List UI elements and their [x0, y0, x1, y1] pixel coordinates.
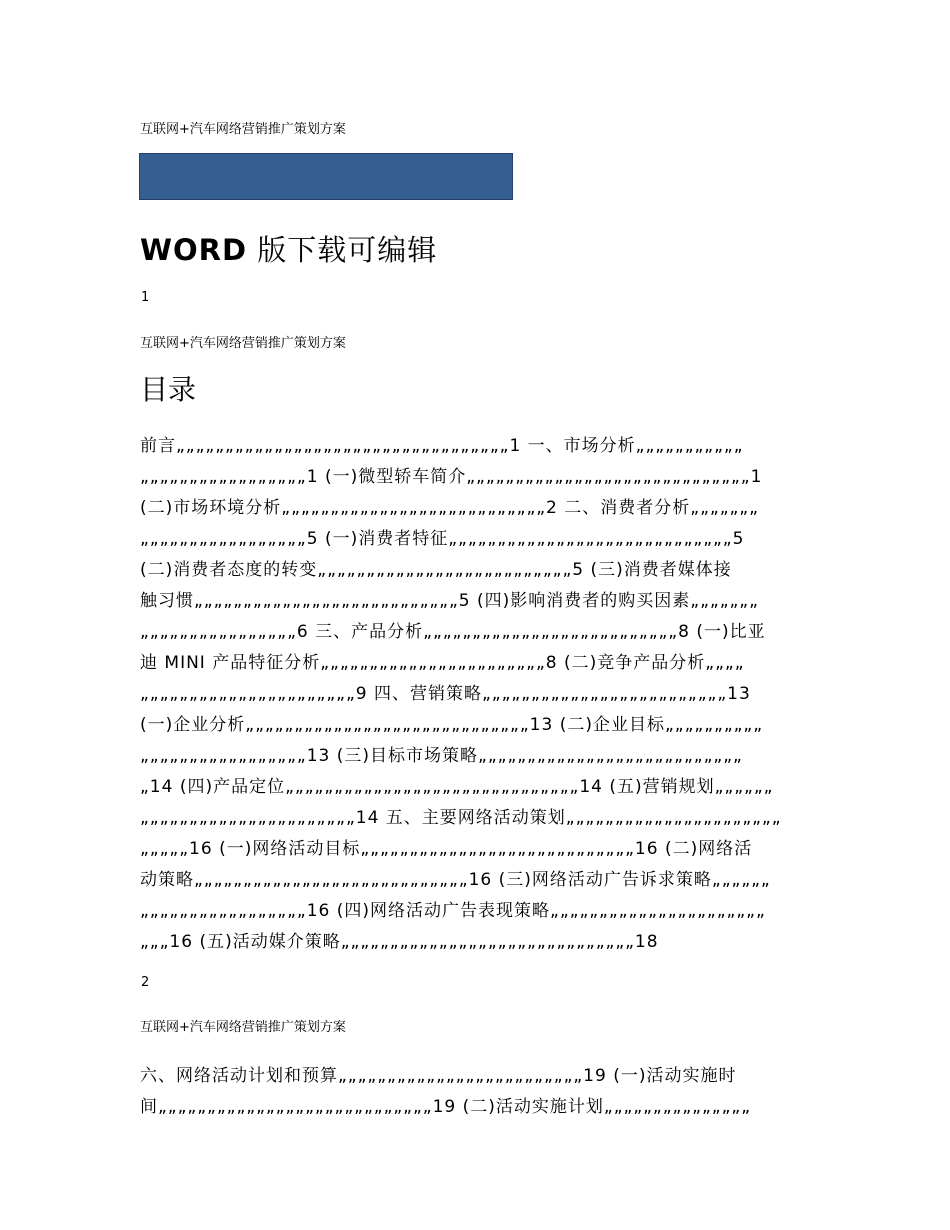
toc-line: „„„„„„„„„„„„„„„„„16 (四)网络活动广告表现策略„„„„„„„„„„„„„„„„„„„„„„	[140, 901, 766, 921]
toc-line: 六、网络活动计划和预算„„„„„„„„„„„„„„„„„„„„„„„„„19 (一)活动实施时	[140, 1066, 737, 1086]
toc-line: 迪 MINI 产品特征分析„„„„„„„„„„„„„„„„„„„„„„„8 (二)竞争产品分析„„„„	[140, 653, 745, 673]
toc-line: (二)市场环境分析„„„„„„„„„„„„„„„„„„„„„„„„„„„2 二、消费者分析„„„„„„„	[140, 498, 759, 518]
toc-line: „„„„„„„„„„„„„„„„„1 (一)微型轿车简介„„„„„„„„„„„„„„„„„„„„„„„„„„„„„1	[140, 467, 763, 487]
toc-line: (二)消费者态度的转变„„„„„„„„„„„„„„„„„„„„„„„„„„5 (三)消费者媒体接	[140, 560, 732, 580]
toc-line: „14 (四)产品定位„„„„„„„„„„„„„„„„„„„„„„„„„„„„„„14 (五)营销规划„„„„„„	[140, 777, 774, 797]
toc-line: 触习惯„„„„„„„„„„„„„„„„„„„„„„„„„„„5 (四)影响消费者的购买因素„„„„„„„	[140, 591, 759, 611]
document-title-bold: WORD	[140, 233, 248, 267]
toc-line: „„„„„„„„„„„„„„„„„5 (一)消费者特征„„„„„„„„„„„„„„„„„„„„„„„„„„„„„5	[140, 529, 745, 549]
title-banner	[139, 153, 513, 200]
toc-line: (一)企业分析„„„„„„„„„„„„„„„„„„„„„„„„„„„„„13 (二)企业目标„„„„„„„„„„	[140, 715, 764, 735]
page-header: 互联网+汽车网络营销推广策划方案	[140, 336, 346, 351]
toc-line: „„„„„„„„„„„„„„„„6 三、产品分析„„„„„„„„„„„„„„„„„„„„„„„„„„8 (一)比亚	[140, 622, 766, 642]
page-number: 2	[141, 975, 150, 990]
toc-line: „„„„„„„„„„„„„„„„„„„„„„14 五、主要网络活动策划„„„„„„„„„„„„„„„„„„„„„„	[140, 808, 782, 828]
page-number: 1	[141, 290, 150, 305]
toc-line: 动策略„„„„„„„„„„„„„„„„„„„„„„„„„„„„16 (三)网络活动广告诉求策略„„„„„„	[140, 870, 771, 890]
page-header: 互联网+汽车网络营销推广策划方案	[140, 122, 346, 137]
document-title	[140, 228, 437, 269]
toc-line: „„„„„16 (一)网络活动目标„„„„„„„„„„„„„„„„„„„„„„„„„„„„16 (二)网络活	[140, 839, 753, 859]
toc-line: 间„„„„„„„„„„„„„„„„„„„„„„„„„„„„19 (二)活动实施计划„„„„„„„„„„„„„„„	[140, 1097, 752, 1117]
toc-line: 前言„„„„„„„„„„„„„„„„„„„„„„„„„„„„„„„„„„1 一、市场分析„„„„„„„„„„„	[140, 436, 744, 456]
document-title-rest: 版下载可编辑	[247, 233, 438, 267]
toc-heading: 目录	[140, 373, 197, 406]
page-header: 互联网+汽车网络营销推广策划方案	[140, 1020, 346, 1035]
toc-line: „„„„„„„„„„„„„„„„„„„„„„9 四、营销策略„„„„„„„„„„„„„„„„„„„„„„„„„13	[140, 684, 751, 704]
toc-line: „„„„„„„„„„„„„„„„„13 (三)目标市场策略„„„„„„„„„„„„„„„„„„„„„„„„„„„	[140, 746, 743, 766]
toc-line: „„„16 (五)活动媒介策略„„„„„„„„„„„„„„„„„„„„„„„„„„„„„„18	[140, 932, 659, 952]
